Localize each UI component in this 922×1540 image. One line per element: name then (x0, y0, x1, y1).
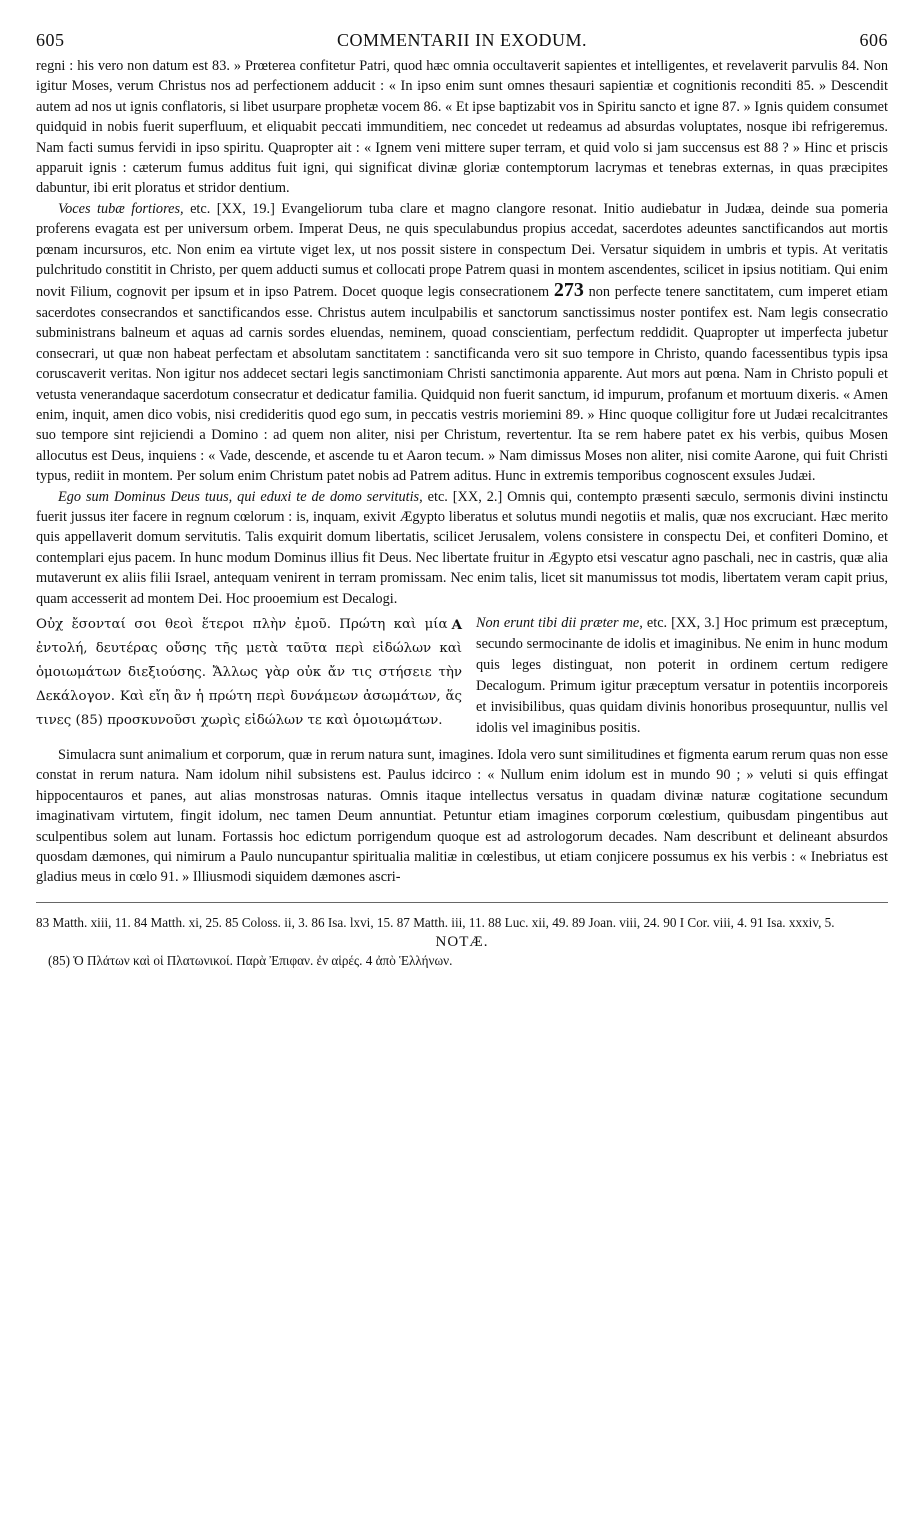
paragraph-3: non perfecte tenere sanctitatem, cum imperet etiam sacerdotes consecrandos et sanctificandos esse. Christus autem inculpabilis et sanctorum sanctissimus noster pontifex est. Nam legis consecratio subministrans balneum et aquas ad carnis sordes eluendas, neminem, quoad conscientiam, perfectum reddidit. Quapropter ut imperfecta jubetur consecrari, ut quæ non habeat perfectam et absolutam sanctitatem : sanctificanda vero sit suo tempore in Christo, quando facessentibus typis ipsa coruscaverit veritas. Non igitur nos addecet sectari legis sanctimoniam Christi sanctimonia apparente. Aut mors aut pœna. Nam in Christo populi et vetusta venerandaque sacerdotum consecratur et dedicatur familia. Quidquid non fuerit sanctum, id impurum, profanum et mortuum dixeris. « Amen enim, inquit, amen dico vobis, nisi credideritis quod ego sum, in peccatis vestris moriemini 89. » Hinc quoque colligitur fore ut Judæi recalcitrantes suo tempore sint rejiciendi a Domino : ad quem non aliter, nisi per Christum, revertentur. Ita se rem habere patet ex his verbis, quibus Mosen allocutus est Deus, inquiens : « Vade, descende, et ascende tu et Aaron tecum. » Nam dimissus Moses non aliter, nisi comite Aarone, qui fuit Christi typus, rediit in montem. Per solum enim Christum patet nobis ad Patrem aditus. Hunc in extremis temporibus cognoscent exsules Judæi. (36, 284, 888, 485)
paragraph-2-italic-lead: Voces tubæ fortiores, (58, 200, 184, 217)
page (36, 30, 888, 971)
footnotes: 83 Matth. xiii, 11. 84 Matth. xi, 25. 85 Coloss. ii, 3. 86 Isa. lxvi, 15. 87 Matth. iii, 11. 88 Luc. xii, 49. 89 Joan. viii, 24. 90 I Cor. viii, 4. 91 Isa. xxxiv, 5. (36, 914, 835, 930)
latin-column (476, 613, 888, 739)
running-header (36, 30, 888, 56)
page-number-right: 606 (859, 30, 888, 50)
latin-text: etc. [XX, 3.] Hoc primum est præceptum, secundo sermocinante de idolis et imaginibus. Ne enim in hunc modum quis leges distinguat, non poterit in ordinem certum redigere Decalogum. Primum igitur præceptum versatur in potentiis incorporeis et invisibilibus, quas quidam divinis honoribus prosequuntur, nullis vel idolis vel imaginibus positis. (476, 614, 888, 736)
closing-text (36, 745, 888, 888)
column-letter: A (451, 616, 462, 633)
notae-title: NOTÆ. (435, 933, 489, 950)
latin-lead: Non erunt tibi dii præter me, (476, 614, 643, 631)
paragraph-last: Simulacra sunt animalium et corporum, quæ in rerum natura sunt, imagines. Idola vero sunt similitudines et figmenta earum rerum quas non esse constat in rerum natura. Nam idolum nihil subsistens est. Paulus idcirco : « Nullum enim idolum est in mundo 90 ; » veluti si quis effingat hippocentauros et panes, aut alias monstrosas naturas. Omnis itaque intellectus versatus in quadam divinæ naturæ cogitatione secundum imaginativam virtutem, fingit idolum, nec tamen Deum annuntiat. Petuntur etiam imagines corporum cœlestium, quibusdam pingentibus aut sculpentibus solem aut lunam. Fortassis hoc edictum porrigendum quoque est ad astrologorum decades. Nam describunt et delineant absurdos quosdam dæmones, qui nimirum a Paulo nuncupantur spiritualia malitiæ in cœlestibus, ut etiam conjicere possumus ex his verbis : « Inebriatus est gladius meus in cœlo 91. » Illiusmodi siquidem dæmones ascri- (36, 746, 888, 886)
paragraph-2 (36, 199, 888, 487)
page-number-left: 605 (36, 30, 65, 50)
paragraph-4 (36, 487, 888, 609)
paragraph-4-rest: etc. [XX, 2.] Omnis qui, contempto præsenti sæculo, sermonis divini instinctu fuerit jussus iter facere in regnum cœlorum : is, inquam, exivit Ægypto liberatus et solutus mundi negotiis et malis, quæ nos excruciant. Hæc merito quis appellaverit domum servitutis. Talis exquirit domum libertatis, scilicet Jerusalem, volens consistere in conspectu Dei, et confiteri Domino, et contemplari ejus pacem. In hunc modum Dominus illius fit Deus. Nec libertate fruitur in Ægypto etsi vescatur agno paschali, nec in castris, quæ alia mutaverunt ex aliis filii Israel, antequam venirent in terram promissam. Nec enim talis, licet sit manumissus tot modis, libertatem veram capit prius, quam accesserit ad montem Dei. Hoc prooemium est Decalogi. (36, 488, 888, 607)
column-marker: 273 (553, 279, 584, 302)
header-title: COMMENTARII IN EXODUM. (336, 30, 588, 50)
paragraph-2-rest: etc. [XX, 19.] Evangeliorum tuba clare et magno clangore resonat. Initio audiebatur in Judæa, deinde sua pomeria proferens evagata est per universum orbem. Imperat Deus, ne quis speculabundus propius accedat, sacerdotes adeuntes sanctificandos aut mortis pœnam incursuros, etc. Non enim ea virtute viget lex, ut nos possit sistere in conspectum Dei. Versatur siquidem in umbris et typis. At veritatis pulchritudo constitit in Christo, per quem adducti sumus et collocati prope Patrem quasi in montem ascendentes, scilicet in ipsius notitiam. Qui enim novit Filium, cognovit per ipsum et in ipso Patrem. Docet quoque legis consecrationem (36, 200, 888, 301)
greek-text: Οὐχ ἔσονταί σοι θεοὶ ἕτεροι πλὴν ἐμοῦ. Πρώτη καὶ μία ἐντολή, δευτέρας οὔσης τῆς μετὰ ταῦτα περὶ εἰδώλων καὶ ὁμοιωμάτων διεξιούσης. Ἄλλως γὰρ οὐκ ἄν τις στήσειε τὴν Δεκάλογον. Καὶ εἴη ἂν ἡ πρώτη περὶ δυνάμεων ἀσωμάτων, ἅς τινες (85) προσκυνοῦσι χωρὶς εἰδώλων τε καὶ ὁμοιωμάτων. (36, 616, 462, 728)
main-text (36, 56, 888, 609)
paragraph-1: regni : his vero non datum est 83. » Prœterea confitetur Patri, quod hæc omnia occultaverit sapientes et intelligentes, et revelaverit parvulis 84. Non igitur Moses, verum Christus nos ad perfectionem adducit : « In ipso enim sunt omnes thesauri sapientiæ et cognitionis reconditi 85. » Descendit autem ad nos ut ignis conflatoris, si libet usurpare prophetæ vocem 86. « Et ipse baptizabit vos in Spiritu sancto et igne 87. » Ignis quidem consumet quidquid in nobis fuerit superfluum, et eliquabit peccati immunditiem, nec concedet ut redeamus ad absurdas voluptates, nosque ibi refrigeremus. Nam facti sumus fervidi in ipso spiritu. Quapropter ait : « Ignem veni mittere super terram, et quid volo si jam succensus est 88 ? » Hinc et priscis apparuit ignis : cæterum fumus additus fuit igni, qui significat divinæ gloriæ contemptorum lacrymas et tenebras externas, in quas præcipites dabuntur, ibi erit ploratus et stridor dentium. (36, 58, 888, 197)
paragraph-4-italic-lead: Ego sum Dominus Deus tuus, qui eduxi te de domo servitutis, (58, 488, 423, 505)
footnote-rule (36, 902, 888, 903)
two-column-block (36, 613, 888, 739)
greek-column (36, 613, 462, 739)
note-85: (85) Ὁ Πλάτων καὶ οἱ Πλατωνικοί. Παρὰ Ἐπιφαν. ἐν αἱρές. 4 ἀπὸ Ἑλλήνων. (48, 952, 453, 968)
